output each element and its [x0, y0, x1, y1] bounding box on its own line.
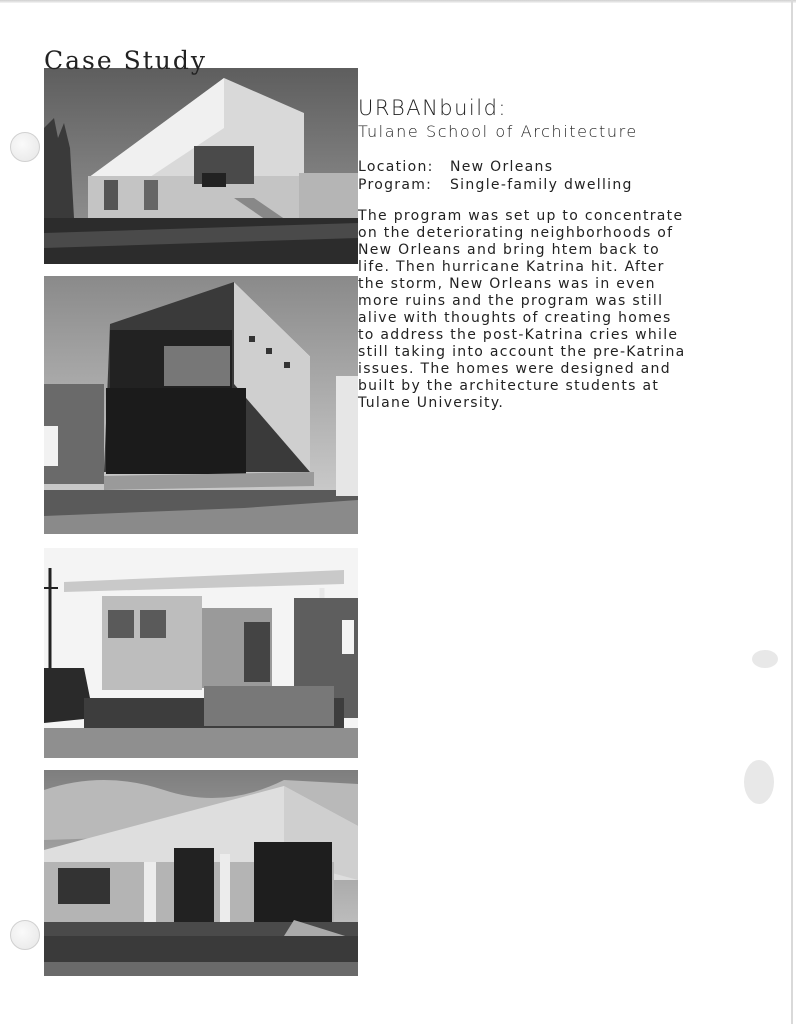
description-line: life. Then hurricane Katrina hit. After [358, 259, 665, 275]
program-row [358, 176, 778, 194]
description-line: New Orleans and bring htem back to [358, 242, 661, 258]
program-value: Single-family dwelling [450, 177, 633, 193]
scan-artifact [752, 650, 778, 668]
location-value: New Orleans [450, 159, 554, 175]
project-description [358, 208, 743, 412]
house-photo-3 [44, 548, 358, 758]
description-line: The program was set up to concentrate [358, 208, 684, 224]
description-line: still taking into account the pre-Katrina [358, 344, 686, 360]
description-line: the storm, New Orleans was in even [358, 276, 656, 292]
house-photo-2 [44, 276, 358, 534]
scan-artifact [744, 760, 774, 804]
house-photo-4 [44, 770, 358, 976]
house-photo-1 [44, 68, 358, 264]
punch-hole [10, 132, 40, 162]
page-title: Case Study [44, 46, 208, 75]
project-subtitle: Tulane School of Architecture [358, 122, 638, 141]
page-top-edge [0, 0, 796, 3]
description-line: on the deteriorating neighborhoods of [358, 225, 674, 241]
project-meta [358, 158, 778, 194]
program-label: Program: [358, 177, 433, 193]
description-line: alive with thoughts of creating homes [358, 310, 672, 326]
location-label: Location: [358, 159, 434, 175]
description-line: built by the architecture students at [358, 378, 660, 394]
description-line: Tulane University. [358, 395, 505, 411]
description-line: issues. The homes were designed and [358, 361, 671, 377]
location-row [358, 158, 778, 176]
project-text-column [358, 96, 778, 412]
page-right-edge [791, 0, 793, 1024]
description-line: more ruins and the program was still [358, 293, 664, 309]
punch-hole [10, 920, 40, 950]
description-line: to address the post-Katrina cries while [358, 327, 679, 343]
project-title: URBANbuild: [358, 96, 508, 120]
